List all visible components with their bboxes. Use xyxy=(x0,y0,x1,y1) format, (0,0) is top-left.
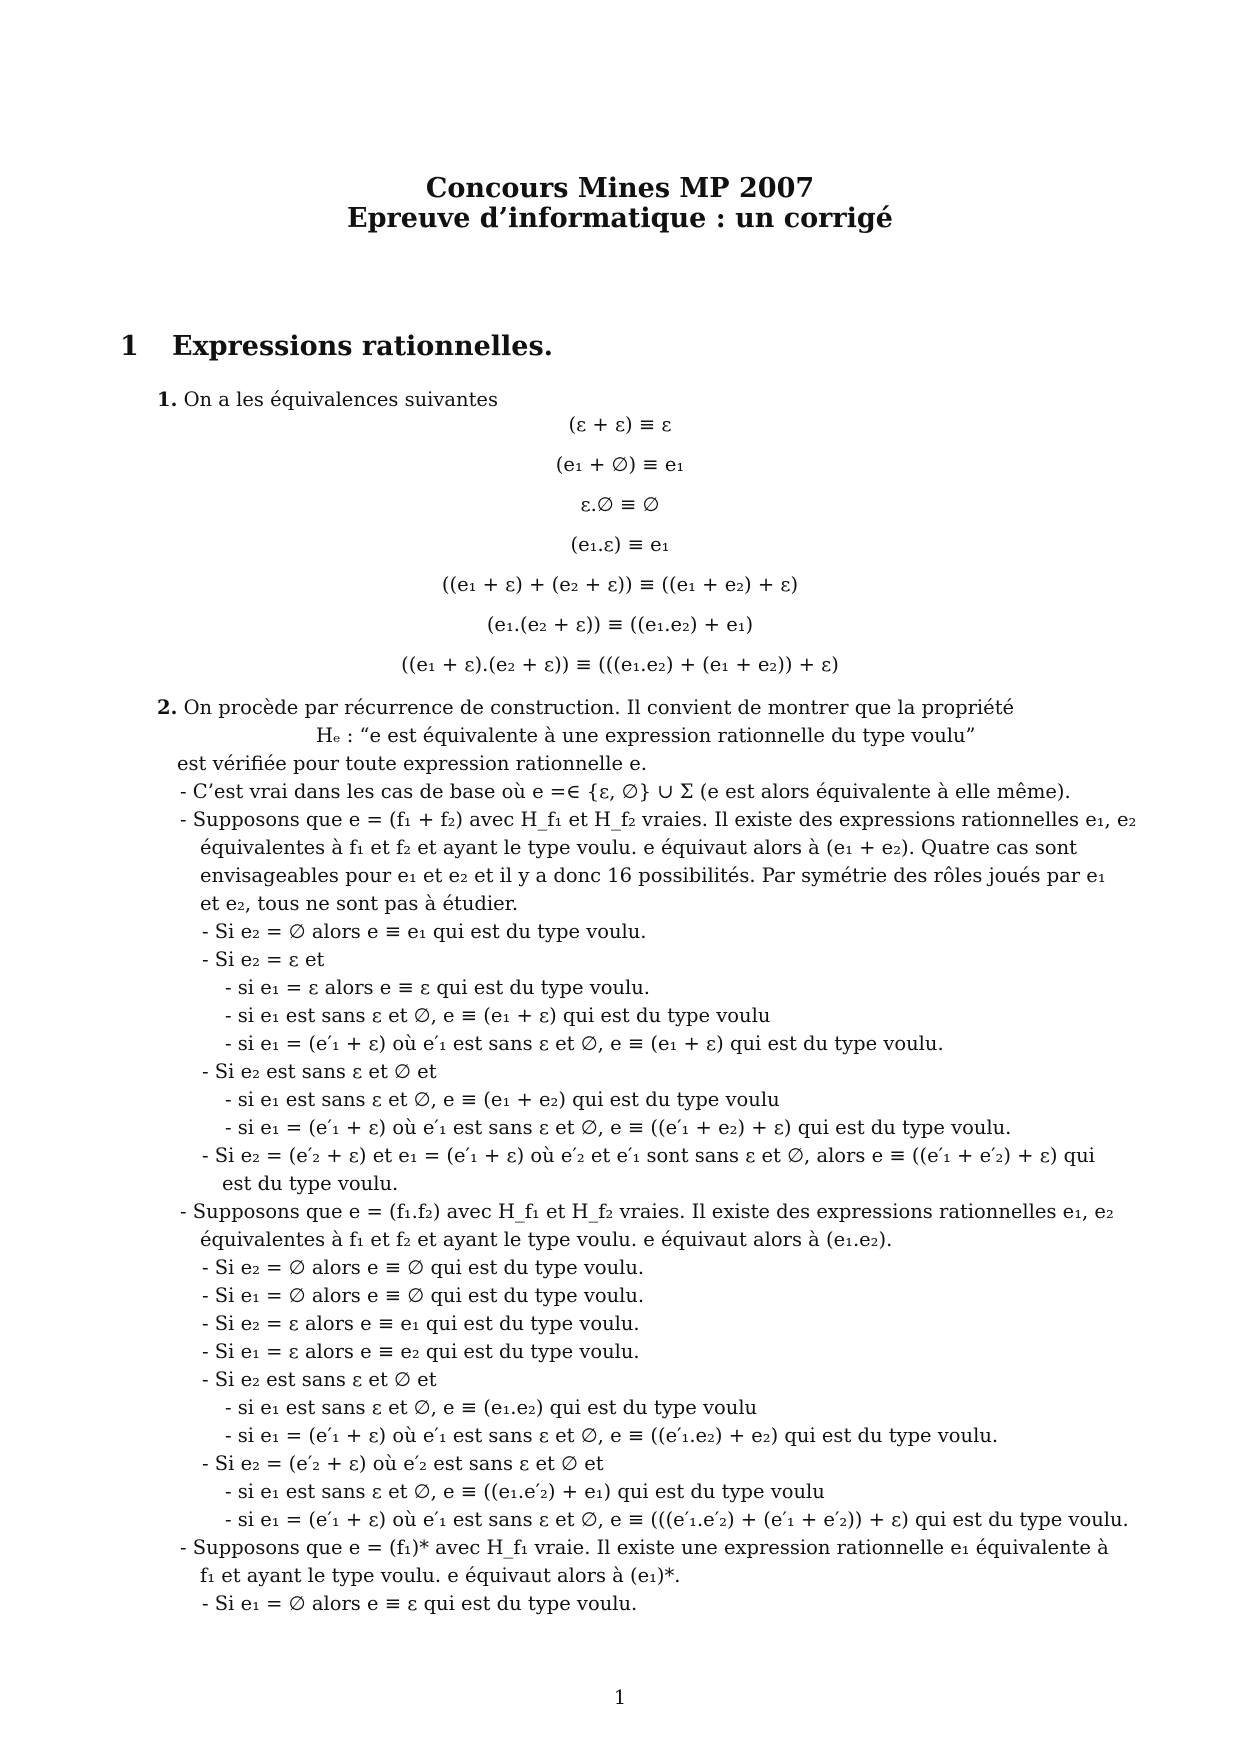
proof-line: - Si e₂ = (e′₂ + ε) et e₁ = (e′₁ + ε) où e′₂ et e′₁ sont sans ε et ∅, alors e ≡ ((e′₁ + e′₂) + ε) qui xyxy=(202,1144,1095,1167)
proof-line: - Si e₁ = ∅ alors e ≡ ε qui est du type voulu. xyxy=(202,1592,638,1615)
page-number: 1 xyxy=(613,1686,627,1709)
equation: ε.∅ ≡ ∅ xyxy=(580,493,660,516)
proof-line: - Si e₂ = ε alors e ≡ e₁ qui est du type voulu. xyxy=(202,1312,640,1335)
question-1-text: On a les équivalences suivantes xyxy=(183,388,498,411)
question-1-intro xyxy=(157,388,498,412)
equation: (ε + ε) ≡ ε xyxy=(568,413,672,436)
proof-line: et e₂, tous ne sont pas à étudier. xyxy=(200,892,519,915)
equation: (e₁.(e₂ + ε)) ≡ ((e₁.e₂) + e₁) xyxy=(486,613,754,636)
question-2-text: On procède par récurrence de construction. Il convient de montrer que la propriété xyxy=(183,696,1015,719)
question-2-number: 2. xyxy=(157,696,178,719)
proof-line: - Si e₂ est sans ε et ∅ et xyxy=(202,1368,437,1391)
proof-line: - si e₁ est sans ε et ∅, e ≡ (e₁ + ε) qui est du type voulu xyxy=(225,1004,771,1027)
question-2-first-line xyxy=(157,696,1014,720)
proof-line: - si e₁ = (e′₁ + ε) où e′₁ est sans ε et ∅, e ≡ ((e′₁ + e₂) + ε) qui est du type voulu. xyxy=(225,1116,1012,1139)
proof-line: envisageables pour e₁ et e₂ et il y a donc 16 possibilités. Par symétrie des rôles joués par e₁ xyxy=(200,864,1106,887)
proof-line: est vérifiée pour toute expression rationnelle e. xyxy=(177,752,647,775)
proof-line: - Supposons que e = (f₁ + f₂) avec H_f₁ et H_f₂ vraies. Il existe des expressions rationnelles e₁, e₂ xyxy=(180,808,1137,831)
equation: (e₁.ε) ≡ e₁ xyxy=(570,533,670,556)
proof-line: équivalentes à f₁ et f₂ et ayant le type voulu. e équivaut alors à (e₁.e₂). xyxy=(200,1228,893,1251)
proof-line: - si e₁ est sans ε et ∅, e ≡ (e₁ + e₂) qui est du type voulu xyxy=(225,1088,780,1111)
proof-line: - Si e₂ = ∅ alors e ≡ e₁ qui est du type voulu. xyxy=(202,920,647,943)
section-heading xyxy=(120,330,553,364)
proof-line: - Si e₂ = (e′₂ + ε) où e′₂ est sans ε et ∅ et xyxy=(202,1452,604,1475)
proof-line: est du type voulu. xyxy=(222,1172,399,1195)
proof-line: - Supposons que e = (f₁.f₂) avec H_f₁ et H_f₂ vraies. Il existe des expressions rationnelles e₁, e₂ xyxy=(180,1200,1114,1223)
document-title-line-2: Epreuve d’informatique : un corrigé xyxy=(347,203,893,234)
proof-line: - Si e₂ = ∅ alors e ≡ ∅ qui est du type voulu. xyxy=(202,1256,645,1279)
equation: ((e₁ + ε) + (e₂ + ε)) ≡ ((e₁ + e₂) + ε) xyxy=(441,573,799,596)
proof-line: - si e₁ = ε alors e ≡ ε qui est du type voulu. xyxy=(225,976,651,999)
proof-line: - C’est vrai dans les cas de base où e =∈ {ε, ∅} ∪ Σ (e est alors équivalente à elle même). xyxy=(180,780,1071,803)
section-number: 1 xyxy=(120,331,139,362)
question-1-number: 1. xyxy=(157,388,178,411)
proof-line: Hₑ : “e est équivalente à une expression rationnelle du type voulu” xyxy=(316,724,976,747)
proof-line: - Si e₂ = ε et xyxy=(202,948,325,971)
proof-line: - Si e₁ = ε alors e ≡ e₂ qui est du type voulu. xyxy=(202,1340,640,1363)
section-title: Expressions rationnelles. xyxy=(172,331,554,362)
equation: (e₁ + ∅) ≡ e₁ xyxy=(555,453,685,476)
proof-line: - si e₁ est sans ε et ∅, e ≡ ((e₁.e′₂) + e₁) qui est du type voulu xyxy=(225,1480,825,1503)
equation: ((e₁ + ε).(e₂ + ε)) ≡ (((e₁.e₂) + (e₁ + e₂)) + ε) xyxy=(401,653,839,676)
proof-line: - si e₁ = (e′₁ + ε) où e′₁ est sans ε et ∅, e ≡ (e₁ + ε) qui est du type voulu. xyxy=(225,1032,944,1055)
proof-line: - si e₁ = (e′₁ + ε) où e′₁ est sans ε et ∅, e ≡ ((e′₁.e₂) + e₂) qui est du type voulu. xyxy=(225,1424,999,1447)
proof-line: - Si e₁ = ∅ alors e ≡ ∅ qui est du type voulu. xyxy=(202,1284,645,1307)
proof-line: - si e₁ = (e′₁ + ε) où e′₁ est sans ε et ∅, e ≡ (((e′₁.e′₂) + (e′₁ + e′₂)) + ε) qui est du type voulu. xyxy=(225,1508,1129,1531)
proof-line: f₁ et ayant le type voulu. e équivaut alors à (e₁)*. xyxy=(200,1564,681,1587)
proof-line: - Supposons que e = (f₁)* avec H_f₁ vraie. Il existe une expression rationnelle e₁ équivalente à xyxy=(180,1536,1109,1559)
document-title-line-1: Concours Mines MP 2007 xyxy=(425,173,815,204)
proof-line: équivalentes à f₁ et f₂ et ayant le type voulu. e équivaut alors à (e₁ + e₂). Quatre cas sont xyxy=(200,836,1078,859)
proof-line: - si e₁ est sans ε et ∅, e ≡ (e₁.e₂) qui est du type voulu xyxy=(225,1396,758,1419)
proof-line: - Si e₂ est sans ε et ∅ et xyxy=(202,1060,437,1083)
